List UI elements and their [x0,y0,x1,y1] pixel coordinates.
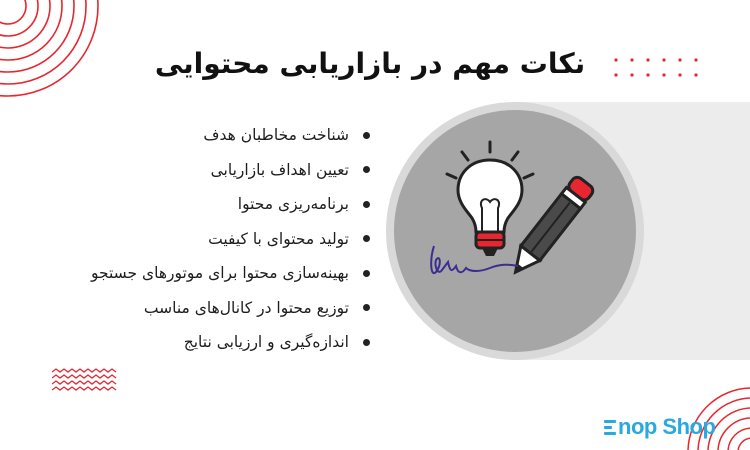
list-item [30,256,370,291]
list-item-text: اندازه‌گیری و ارزیابی نتایج [183,333,349,351]
bullet-icon [363,270,370,277]
list-item [30,118,370,153]
list-item-text: تعیین اهداف بازاریابی [210,160,349,179]
key-points-list [30,118,370,360]
bullet-icon [363,201,370,208]
concentric-arcs-top-left [0,0,120,100]
list-item [30,153,370,188]
logo-mark-icon [604,418,616,436]
list-item-text: توزیع محتوا در کانال‌های مناسب [143,298,349,317]
bullet-icon [363,339,370,346]
list-item-text: تولید محتوای با کیفیت [208,229,349,248]
zigzag-decoration [52,368,118,394]
page-title: نکات مهم در بازاریابی محتوایی [154,46,586,80]
illustration [420,138,620,308]
lightbulb-icon [458,160,522,256]
bullet-icon [363,132,370,139]
list-item [30,325,370,360]
dot-grid-decoration [612,56,708,80]
list-item [30,291,370,326]
list-item [30,222,370,257]
list-item [30,187,370,222]
list-item-text: بهینه‌سازی محتوا برای موتورهای جستجو [90,264,349,282]
nopshop-logo[interactable] [604,412,715,442]
bullet-icon [363,304,370,311]
bullet-icon [363,235,370,242]
logo-text: nop Shop [618,414,716,439]
list-item-text: شناخت مخاطبان هدف [203,126,349,144]
scribble-line [431,246,518,273]
list-item-text: برنامه‌ریزی محتوا [237,195,349,213]
bullet-icon [363,166,370,173]
